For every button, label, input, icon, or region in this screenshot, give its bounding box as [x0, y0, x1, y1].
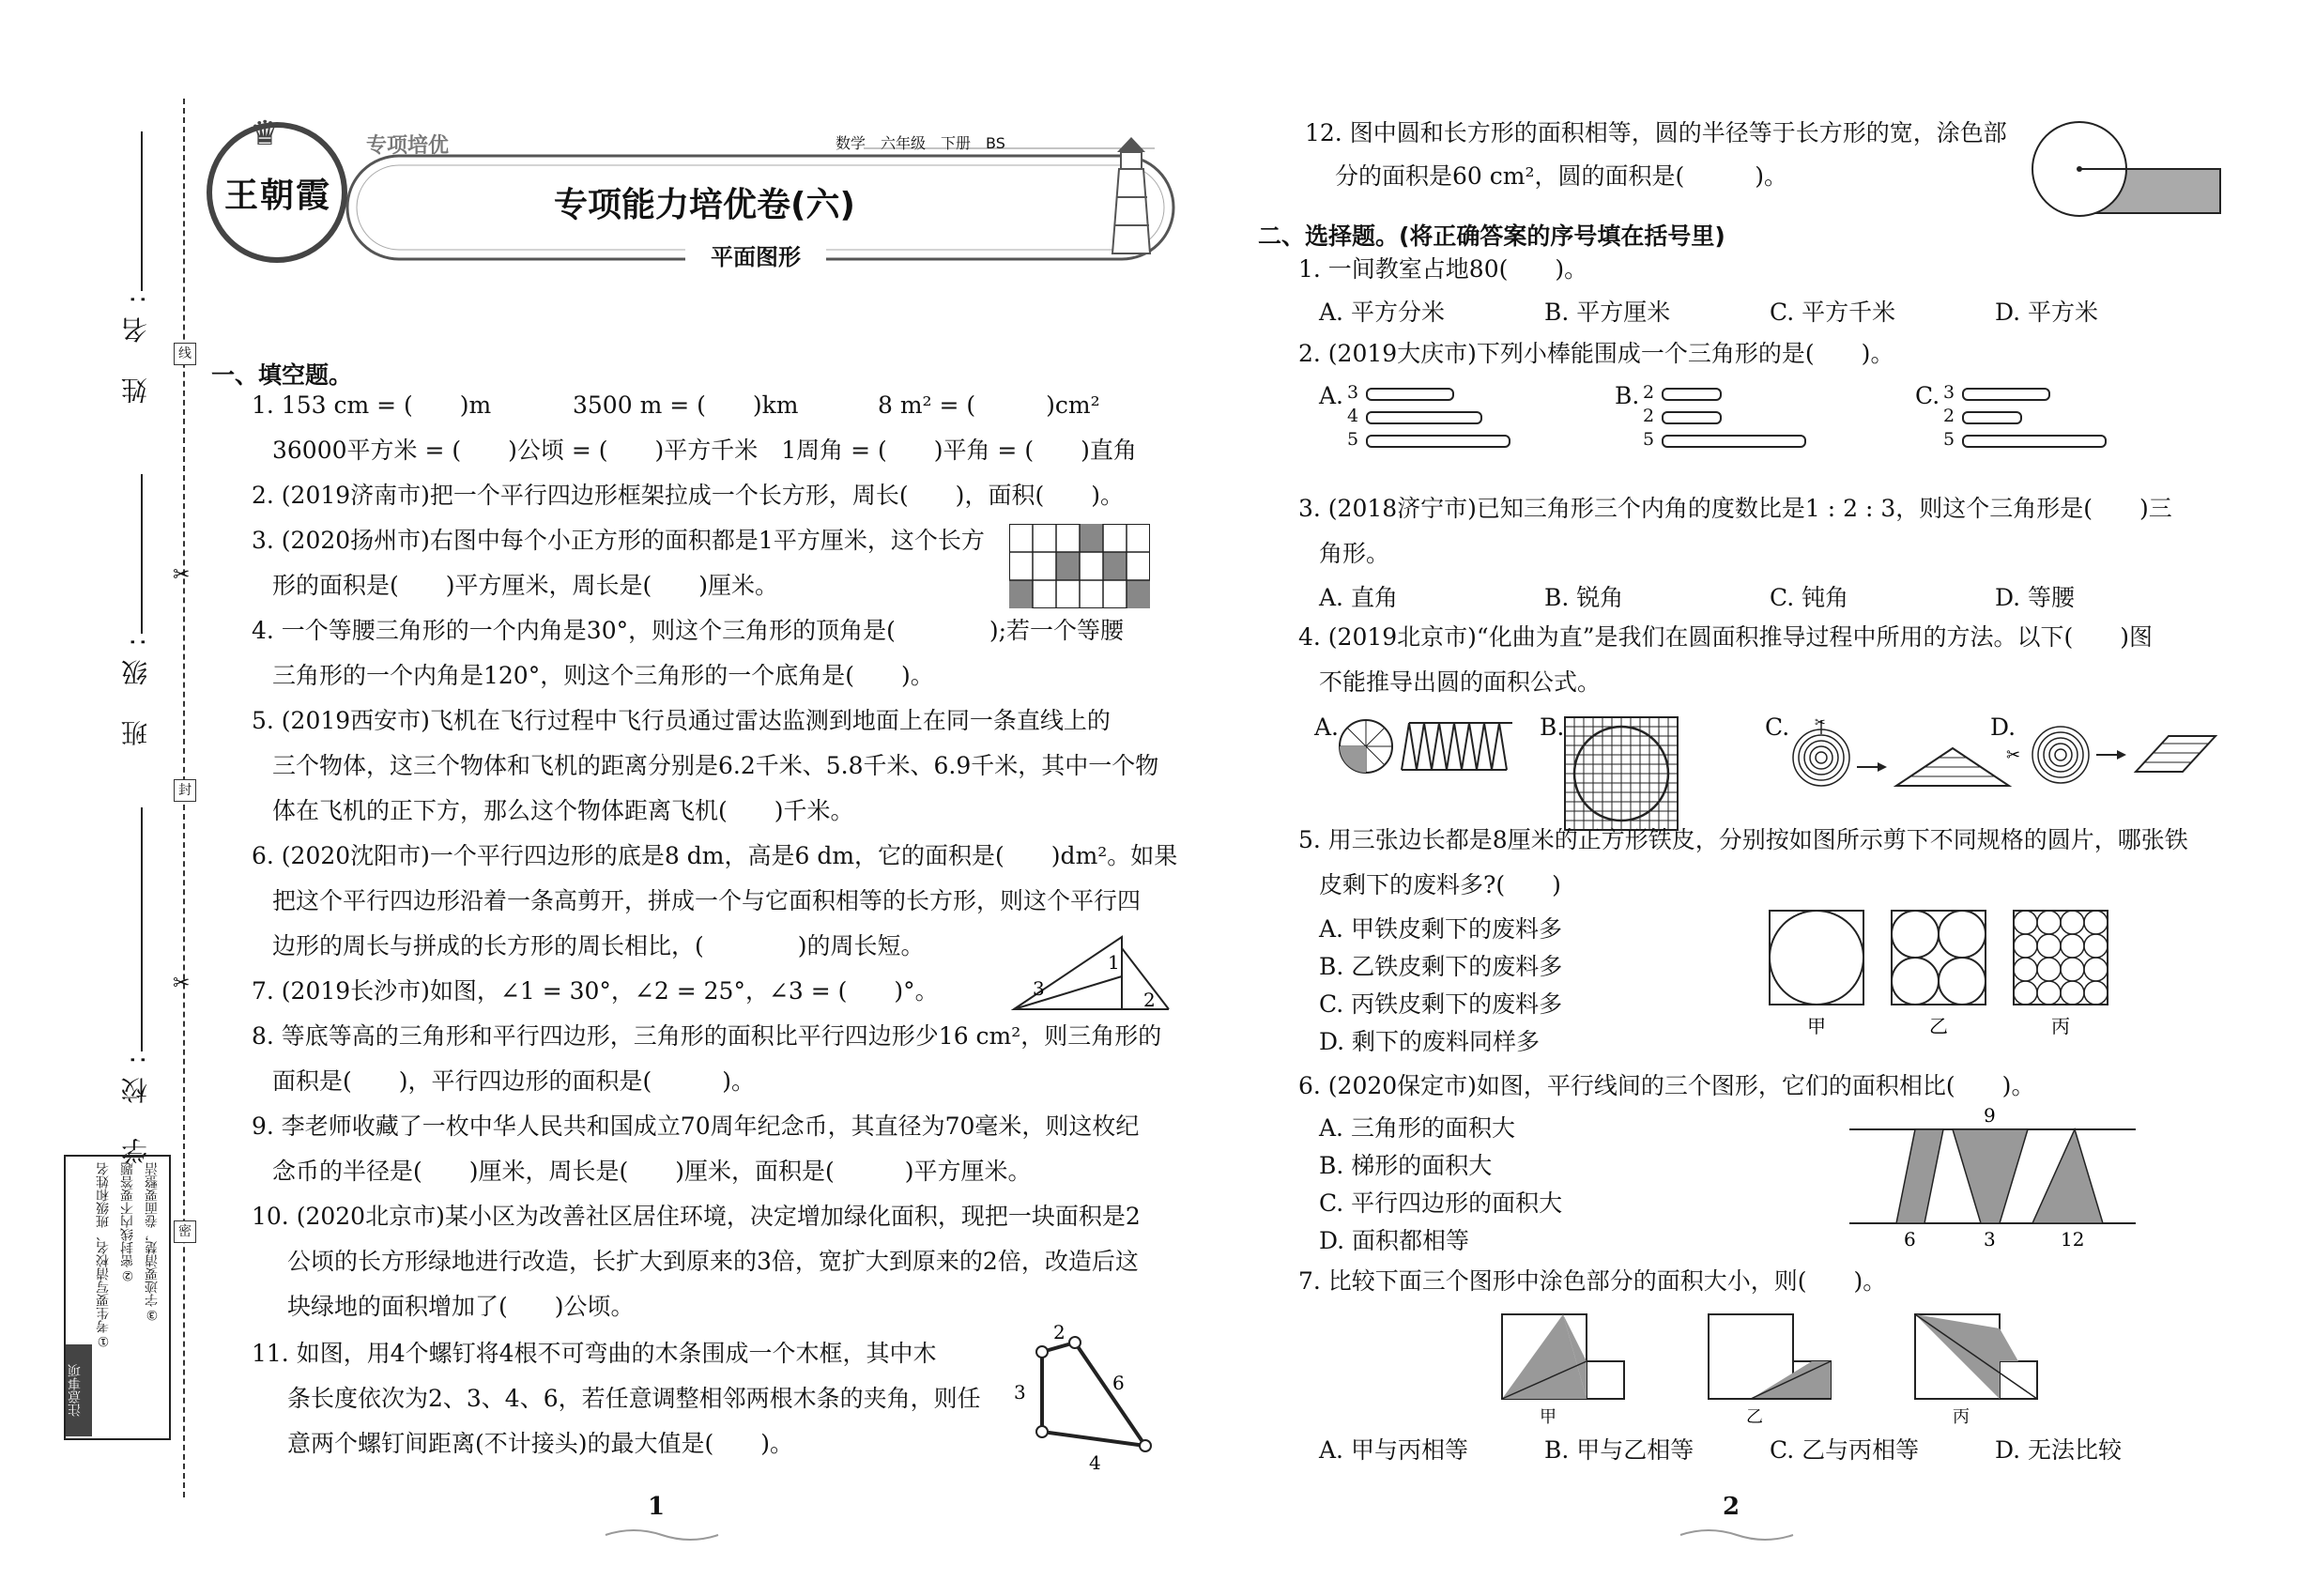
figure-label: 乙 — [1929, 1015, 1948, 1037]
choice-4-stem-line1: 4. (2019北京市)“化曲为直”是我们在圆面积推导过程中所用的方法。以下( )图 — [1298, 623, 2154, 651]
cut-mark-seal: 封 — [174, 779, 196, 802]
edge-label: 4 — [1089, 1451, 1101, 1474]
question-10-line2: 公顷的长方形绿地进行改造，长扩大到原来的3倍，宽扩大到原来的2倍，改造后这 — [287, 1248, 1139, 1275]
stick-set-a[interactable] — [1319, 380, 1544, 455]
cut-mark-line: 线 — [174, 343, 196, 365]
q12-circle-rect-figure — [2028, 117, 2234, 221]
choice-4-figure-c — [1784, 715, 2021, 790]
question-8-line2: 面积是( )，平行四边形的面积是( )。 — [272, 1067, 756, 1095]
stick-set-c[interactable] — [1915, 380, 2140, 455]
choice-6-option-a[interactable]: A. 三角形的面积大 — [1319, 1114, 1515, 1142]
choice-4-figure-d — [2004, 715, 2220, 790]
crown-icon: ♛ — [250, 115, 281, 153]
class-line — [141, 474, 143, 634]
choice-6-option-d[interactable]: D. 面积都相等 — [1319, 1227, 1470, 1254]
stick-num: 4 — [1347, 406, 1359, 426]
choice-1-option-d[interactable]: D. 平方米 — [1995, 299, 2099, 326]
stick-set-label: C. — [1915, 382, 1940, 409]
q7-triangle-figure — [1004, 929, 1173, 1014]
section-tag: 专项培优 — [366, 134, 450, 158]
choice-6-parallel-figure — [1849, 1103, 2140, 1253]
question-6-line2: 把这个平行四边形沿着一条高剪开，拼成一个与它面积相等的长方形，则这个平行四 — [272, 887, 1142, 914]
angle-label: 2 — [1143, 989, 1156, 1011]
stick — [1962, 435, 2107, 448]
dimension-label: 3 — [1984, 1228, 1996, 1251]
brand-name: 王朝霞 — [223, 176, 331, 215]
choice-3-option-a[interactable]: A. 直角 — [1319, 584, 1398, 611]
stick-set-label: A. — [1319, 382, 1344, 409]
school-line — [141, 807, 143, 1051]
stick — [1662, 388, 1722, 401]
choice-3-option-c[interactable]: C. 钝角 — [1770, 584, 1849, 611]
choice-3-stem-line2: 角形。 — [1319, 540, 1390, 567]
figure-label: 丙 — [1953, 1407, 1970, 1427]
page-number-2: 2 — [1723, 1493, 1740, 1521]
question-1-part-c: 8 m² = ( )cm² — [878, 391, 1100, 419]
choice-4-figure-a — [1338, 718, 1516, 775]
choice-2-stem: 2. (2019大庆市)下列小棒能围成一个三角形的是( )。 — [1298, 340, 1894, 367]
stick-num: 2 — [1943, 406, 1955, 426]
scissors-icon: ✂ — [173, 563, 191, 587]
choice-6-option-b[interactable]: B. 梯形的面积大 — [1319, 1152, 1493, 1179]
question-4-line2: 三角形的一个内角是120°，则这个三角形的一个底角是( )。 — [272, 662, 934, 689]
stick-num: 3 — [1943, 382, 1955, 403]
question-3-line1: 3. (2020扬州市)右图中每个小正方形的面积都是1平方厘米，这个长方 — [252, 527, 985, 554]
question-12-line1: 12. 图中圆和长方形的面积相等，圆的半径等于长方形的宽，涂色部 — [1305, 119, 2007, 146]
notice-box — [64, 1155, 171, 1440]
question-6-line1: 6. (2020沈阳市)一个平行四边形的底是8 dm，高是6 dm，它的面积是( )dm²。如果 — [252, 842, 1178, 869]
choice-7-option-b[interactable]: B. 甲与乙相等 — [1544, 1436, 1694, 1464]
question-11-line1: 11. 如图，用4个螺钉将4根不可弯曲的木条围成一个木框，其中木 — [252, 1340, 937, 1367]
choice-4-label-c[interactable]: C. — [1765, 714, 1790, 741]
stick — [1366, 388, 1454, 401]
question-11-line3: 意两个螺钉间距离(不计接头)的最大值是( )。 — [287, 1430, 794, 1457]
edge-label: 6 — [1112, 1372, 1125, 1394]
choice-5-option-a[interactable]: A. 甲铁皮剩下的废料多 — [1319, 915, 1562, 943]
choice-4-label-d[interactable]: D. — [1990, 714, 2016, 741]
choice-4-stem-line2: 不能推导出圆的面积公式。 — [1319, 668, 1602, 696]
choice-1-option-c[interactable]: C. 平方千米 — [1770, 299, 1896, 326]
figure-label: 甲 — [1540, 1407, 1556, 1427]
question-9-line2: 念币的半径是( )厘米，周长是( )厘米，面积是( )平方厘米。 — [272, 1158, 1032, 1185]
question-11-line2: 条长度依次为2、3、4、6，若任意调整相邻两根木条的夹角，则任 — [287, 1385, 981, 1412]
choice-6-option-c[interactable]: C. 平行四边形的面积大 — [1319, 1189, 1563, 1217]
q3-grid-figure — [1009, 524, 1150, 608]
book-meta: 数学 六年级 下册 BS — [836, 134, 1005, 152]
name-label: 姓 名: — [120, 282, 151, 405]
dimension-label: 9 — [1984, 1104, 1996, 1127]
cut-mark-secret: 密 — [174, 1220, 196, 1243]
choice-4-figure-b — [1563, 715, 1680, 833]
question-2: 2. (2019济南市)把一个平行四边形框架拉成一个长方形，周长( )，面积( )。 — [252, 482, 1124, 509]
question-7: 7. (2019长沙市)如图，∠1 = 30°，∠2 = 25°，∠3 = ( )°。 — [252, 977, 939, 1005]
dimension-label: 6 — [1904, 1228, 1916, 1251]
stick — [1366, 411, 1482, 424]
scissors-icon: ✂ — [173, 972, 191, 995]
scissors-icon: ✂ — [2006, 745, 2021, 765]
question-10-line3: 块绿地的面积增加了( )公顷。 — [287, 1293, 635, 1320]
choice-4-label-a[interactable]: A. — [1314, 714, 1340, 741]
section-heading-choice: 二、选择题。(将正确答案的序号填在括号里) — [1258, 223, 1725, 250]
question-6-line3: 边形的周长与拼成的长方形的周长相比，( )的周长短。 — [272, 932, 925, 959]
stick-num: 5 — [1643, 429, 1655, 450]
question-12-line2: 分的面积是60 cm²，圆的面积是( )。 — [1335, 162, 1787, 190]
angle-label: 3 — [1033, 977, 1045, 1000]
stick — [1662, 435, 1806, 448]
choice-3-option-d[interactable]: D. 等腰 — [1995, 584, 2076, 611]
choice-7-figures — [1493, 1310, 2093, 1427]
stick-num: 2 — [1643, 406, 1655, 426]
question-10-line1: 10. (2020北京市)某小区为改善社区居住环境，决定增加绿化面积，现把一块面积是2 — [252, 1203, 1141, 1230]
dimension-label: 12 — [2061, 1228, 2085, 1251]
q11-frame-figure — [1004, 1324, 1173, 1474]
section-heading-fill: 一、填空题。 — [211, 361, 353, 389]
header — [207, 115, 1192, 282]
scissors-icon: ✂ — [1815, 715, 1826, 730]
stick-set-label: B. — [1615, 382, 1640, 409]
choice-3-option-b[interactable]: B. 锐角 — [1544, 584, 1624, 611]
page-ornament — [1676, 1526, 1798, 1544]
choice-5-stem-line1: 5. 用三张边长都是8厘米的正方形铁皮，分别按如图所示剪下不同规格的圆片，哪张铁 — [1298, 826, 2188, 853]
stick — [1662, 411, 1722, 424]
question-1-line2: 36000平方米 = ( )公顷 = ( )平方千米 1周角 = ( )平角 = ( )直角 — [272, 437, 1137, 464]
figure-label: 丙 — [2051, 1015, 2070, 1037]
class-label: 班 级: — [120, 624, 151, 747]
stick — [1962, 411, 2022, 424]
question-9-line1: 9. 李老师收藏了一枚中华人民共和国成立70周年纪念币，其直径为70毫米，则这枚纪 — [252, 1113, 1140, 1140]
question-5-line2: 三个物体，这三个物体和飞机的距离分别是6.2千米、5.8千米、6.9千米，其中一个物 — [272, 752, 1159, 779]
choice-7-stem: 7. 比较下面三个图形中涂色部分的面积大小，则( )。 — [1298, 1267, 1887, 1295]
notice-item: ①考生要写清校名、班级和姓名 — [96, 1162, 111, 1348]
name-line — [141, 131, 143, 291]
notice-item: ②密封线内不要答题 — [120, 1162, 135, 1282]
page-title: 专项能力培优卷(六) — [554, 186, 855, 224]
brand-logo — [207, 115, 347, 263]
figure-label: 甲 — [1807, 1015, 1826, 1037]
choice-4-label-b[interactable]: B. — [1540, 714, 1565, 741]
school-label: 学 校: — [120, 1042, 151, 1165]
figure-label: 乙 — [1746, 1407, 1763, 1427]
notice-title: 注意事项 — [66, 1344, 92, 1436]
page-ornament — [601, 1526, 723, 1544]
question-5-line1: 5. (2019西安市)飞机在飞行过程中飞行员通过雷达监测到地面上在同一条直线上的 — [252, 707, 1111, 734]
stick — [1366, 435, 1510, 448]
subtitle-tag — [685, 238, 826, 276]
stick-num: 2 — [1643, 382, 1655, 403]
choice-5-figures — [1765, 906, 2159, 1037]
choice-5-option-b[interactable]: B. 乙铁皮剩下的废料多 — [1319, 953, 1563, 980]
choice-7-option-a[interactable]: A. 甲与丙相等 — [1319, 1436, 1468, 1464]
edge-label: 2 — [1053, 1324, 1066, 1343]
question-3-line2: 形的面积是( )平方厘米，周长是( )厘米。 — [272, 572, 779, 599]
choice-1-stem: 1. 一间教室占地80( )。 — [1298, 255, 1588, 283]
subtitle: 平面图形 — [711, 244, 801, 270]
stick-num: 5 — [1943, 429, 1955, 450]
question-1-part-a: 1. 153 cm = ( )m — [252, 391, 492, 419]
stick-num: 5 — [1347, 429, 1359, 450]
choice-6-stem: 6. (2020保定市)如图，平行线间的三个图形，它们的面积相比( )。 — [1298, 1072, 2035, 1099]
choice-5-option-c[interactable]: C. 丙铁皮剩下的废料多 — [1319, 990, 1563, 1018]
question-1-part-b: 3500 m = ( )km — [573, 391, 799, 419]
page-number-1: 1 — [648, 1493, 666, 1521]
choice-7-option-c[interactable]: C. 乙与丙相等 — [1770, 1436, 1920, 1464]
choice-5-stem-line2: 皮剩下的废料多?( ) — [1319, 871, 1561, 898]
question-4-line1: 4. 一个等腰三角形的一个内角是30°，则这个三角形的顶角是( );若一个等腰 — [252, 617, 1125, 644]
edge-label: 3 — [1014, 1381, 1026, 1404]
choice-7-option-d[interactable]: D. 无法比较 — [1995, 1436, 2123, 1464]
stick-num: 3 — [1347, 382, 1359, 403]
choice-1-option-a[interactable]: A. 平方分米 — [1319, 299, 1445, 326]
angle-label: 1 — [1108, 951, 1120, 974]
lighthouse-icon — [1098, 131, 1164, 267]
choice-1-option-b[interactable]: B. 平方厘米 — [1544, 299, 1671, 326]
choice-3-stem-line1: 3. (2018济宁市)已知三角形三个内角的度数比是1 : 2 : 3，则这个三角形是( )三 — [1298, 495, 2172, 522]
choice-5-option-d[interactable]: D. 剩下的废料同样多 — [1319, 1028, 1541, 1055]
stick-set-b[interactable] — [1615, 380, 1840, 455]
question-5-line3: 体在飞机的正下方，那么这个物体距离飞机( )千米。 — [272, 797, 854, 824]
notice-item: ③字迹要清楚，卷面要整洁 — [145, 1162, 160, 1322]
stick — [1962, 388, 2050, 401]
binding-margin — [0, 0, 192, 1596]
question-8-line1: 8. 等底等高的三角形和平行四边形，三角形的面积比平行四边形少16 cm²，则三角形的 — [252, 1022, 1162, 1050]
